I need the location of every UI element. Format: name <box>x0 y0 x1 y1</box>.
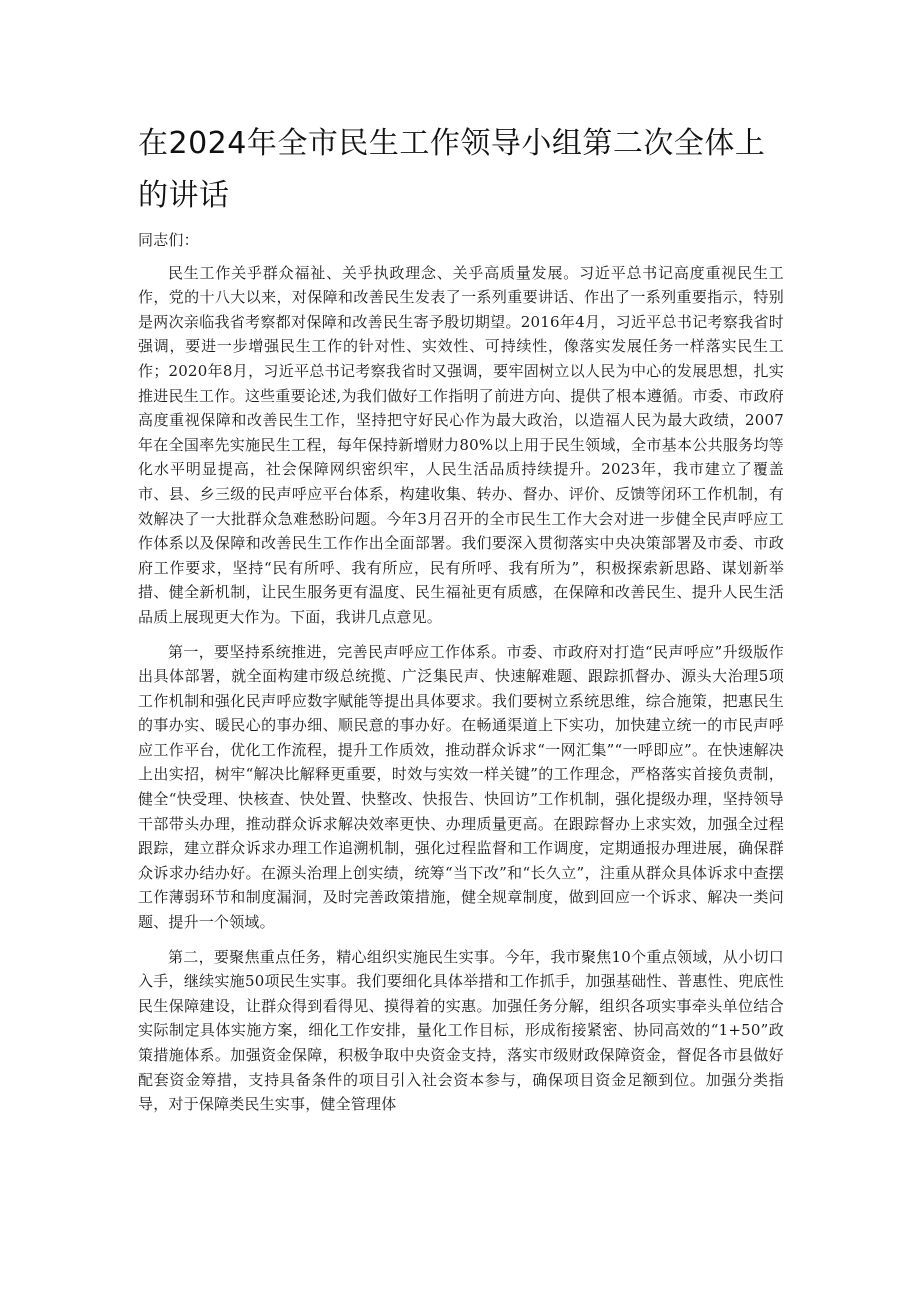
document-body <box>138 228 784 1127</box>
paragraph-first-point: 第一，要坚持系统推进，完善民声呼应工作体系。市委、市政府对打造“民声呼应”升级版作出具体部署，就全面构建市级总统揽、广泛集民声、快速解难题、跟踪抓督办、源头大治理5项工作机制和强化民声呼应数字赋能等提出具体要求。我们要树立系统思维，综合施策，把惠民生的事办实、暖民心的事办细、顺民意的事办好。在畅通渠道上下实功，加快建立统一的市民声呼应工作平台，优化工作流程，提升工作质效，推动群众诉求“一网汇集”“一呼即应”。在快速解决上出实招，树牢“解决比解释更重要，时效与实效一样关键”的工作理念，严格落实首接负责制，健全“快受理、快核查、快处置、快整改、快报告、快回访”工作机制，强化提级办理，坚持领导干部带头办理，推动群众诉求解决效率更快、办理质量更高。在跟踪督办上求实效，加强全过程跟踪，建立群众诉求办理工作追溯机制，强化过程监督和工作调度，定期通报办理进展，确保群众诉求办结办好。在源头治理上创实绩，统筹“当下改”和“长久立”，注重从群众具体诉求中查摆工作薄弱环节和制度漏洞，及时完善政策措施，健全规章制度，做到回应一个诉求、解决一类问题、提升一个领域。 <box>138 642 784 932</box>
paragraph-intro: 民生工作关乎群众福祉、关乎执政理念、关乎高质量发展。习近平总书记高度重视民生工作，党的十八大以来，对保障和改善民生发表了一系列重要讲话、作出了一系列重要指示，特别是两次亲临我省考察都对保障和改善民生寄予殷切期望。2016年4月，习近平总书记考察我省时强调，要进一步增强民生工作的针对性、实效性、可持续性，像落实发展任务一样落实民生工作；2020年8月，习近平总书记考察我省时又强调，要牢固树立以人民为中心的发展思想，扎实推进民生工作。这些重要论述,为我们做好工作指明了前进方向、提供了根本遵循。市委、市政府高度重视保障和改善民生工作，坚持把守好民心作为最大政治，以造福人民为最大政绩，2007年在全国率先实施民生工程，每年保持新增财力80%以上用于民生领域，全市基本公共服务均等化水平明显提高，社会保障网织密织牢，人民生活品质持续提升。2023年，我市建立了覆盖市、县、乡三级的民声呼应平台体系，构建收集、转办、督办、评价、反馈等闭环工作机制，有效解决了一大批群众急难愁盼问题。今年3月召开的全市民生工作大会对进一步健全民声呼应工作体系以及保障和改善民生工作作出全面部署。我们要深入贯彻落实中央决策部署及市委、市政府工作要求，坚持“民有所呼、我有所应，民有所呼、我有所为”，积极探索新思路、谋划新举措、健全新机制，让民生服务更有温度、民生福祉更有质感，在保障和改善民生、提升人民生活品质上展现更大作为。下面，我讲几点意见。 <box>138 263 784 626</box>
greeting: 同志们： <box>138 231 199 249</box>
paragraph-second-point: 第二，要聚焦重点任务，精心组织实施民生实事。今年，我市聚焦10个重点领域，从小切口入手，继续实施50项民生实事。我们要细化具体举措和工作抓手，加强基础性、普惠性、兜底性民生保障建设，让群众得到看得见、摸得着的实惠。加强任务分解，组织各项实事牵头单位结合实际制定具体实施方案，细化工作安排，量化工作目标，形成衔接紧密、协同高效的“1+50”政策措施体系。加强资金保障，积极争取中央资金支持，落实市级财政保障资金，督促各市县做好配套资金筹措，支持具备条件的项目引入社会资本参与，确保项目资金足额到位。加强分类指导，对于保障类民生实事，健全管理体 <box>138 947 784 1114</box>
document-title: 在2024年全市民生工作领导小组第二次全体上的讲话 <box>138 126 766 213</box>
